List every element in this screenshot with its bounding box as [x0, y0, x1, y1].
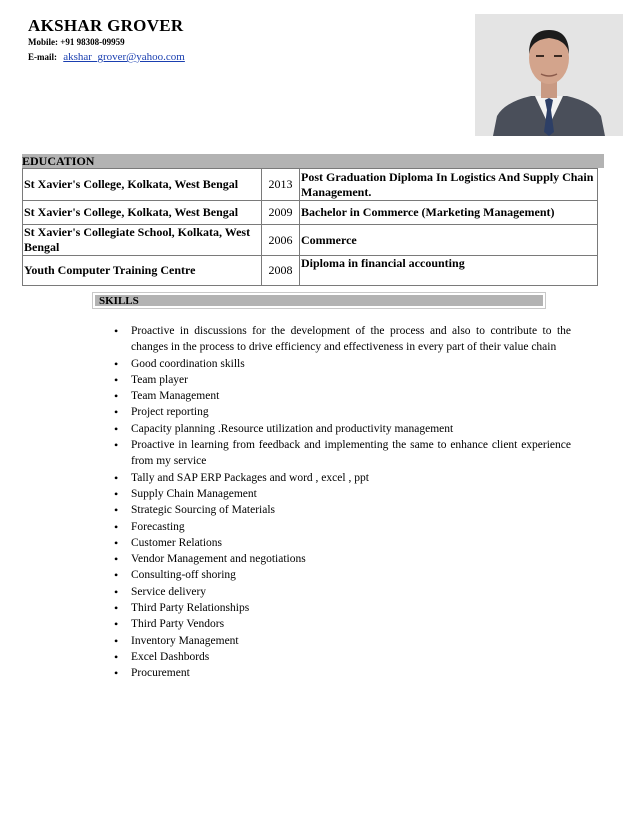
list-item: • Tally and SAP ERP Packages and word , excel , ppt	[131, 470, 571, 486]
list-item: • Excel Dashbords	[131, 649, 571, 665]
list-item: • Service delivery	[131, 584, 571, 600]
candidate-name: AKSHAR GROVER	[28, 16, 184, 35]
table-row	[23, 201, 598, 225]
portrait-image	[475, 14, 623, 136]
list-item: • Forecasting	[131, 519, 571, 535]
list-item: • Procurement	[131, 665, 571, 681]
list-item: • Supply Chain Management	[131, 486, 571, 502]
list-item: • Proactive in learning from feedback and implementing the same to enhance client experience from my service	[131, 437, 571, 470]
table-row	[23, 256, 598, 286]
education-institution: St Xavier's Collegiate School, Kolkata, West Bengal	[23, 225, 262, 256]
education-degree: Post Graduation Diploma In Logistics And Supply Chain Management.	[300, 169, 598, 201]
education-degree: Diploma in financial accounting	[300, 256, 598, 286]
list-item: • Project reporting	[131, 404, 571, 420]
list-item: • Proactive in discussions for the development of the process and also to contribute to the changes in the process to drive efficiency and effectiveness in every part of their value chain	[131, 323, 571, 356]
list-item: • Third Party Relationships	[131, 600, 571, 616]
education-degree: Bachelor in Commerce (Marketing Management)	[300, 201, 598, 225]
education-institution: St Xavier's College, Kolkata, West Bengal	[23, 169, 262, 201]
list-item: • Customer Relations	[131, 535, 571, 551]
education-year: 2006	[262, 225, 300, 256]
education-section-header: EDUCATION	[22, 154, 604, 168]
email-link[interactable]: akshar_grover@yahoo.com	[63, 51, 185, 63]
email-line	[28, 51, 185, 63]
list-item: • Inventory Management	[131, 633, 571, 649]
email-label: E-mail:	[28, 52, 57, 62]
table-row	[23, 225, 598, 256]
list-item: • Consulting-off shoring	[131, 567, 571, 583]
education-year: 2008	[262, 256, 300, 286]
list-item: • Team Management	[131, 388, 571, 404]
skills-list	[111, 323, 571, 682]
education-institution: St Xavier's College, Kolkata, West Bengal	[23, 201, 262, 225]
profile-photo	[475, 14, 623, 136]
mobile-line	[28, 37, 125, 47]
education-year: 2013	[262, 169, 300, 201]
skills-section-header	[92, 292, 546, 309]
list-item: • Capacity planning .Resource utilization and productivity management	[131, 421, 571, 437]
list-item: • Strategic Sourcing of Materials	[131, 502, 571, 518]
education-degree: Commerce	[300, 225, 598, 256]
education-institution: Youth Computer Training Centre	[23, 256, 262, 286]
list-item: • Good coordination skills	[131, 356, 571, 372]
table-row	[23, 169, 598, 201]
education-table	[22, 168, 598, 286]
skills-title: SKILLS	[95, 295, 543, 306]
mobile-label: Mobile:	[28, 37, 58, 47]
education-year: 2009	[262, 201, 300, 225]
mobile-value: +91 98308-09959	[60, 37, 125, 47]
list-item: • Team player	[131, 372, 571, 388]
list-item: • Third Party Vendors	[131, 616, 571, 632]
list-item: • Vendor Management and negotiations	[131, 551, 571, 567]
